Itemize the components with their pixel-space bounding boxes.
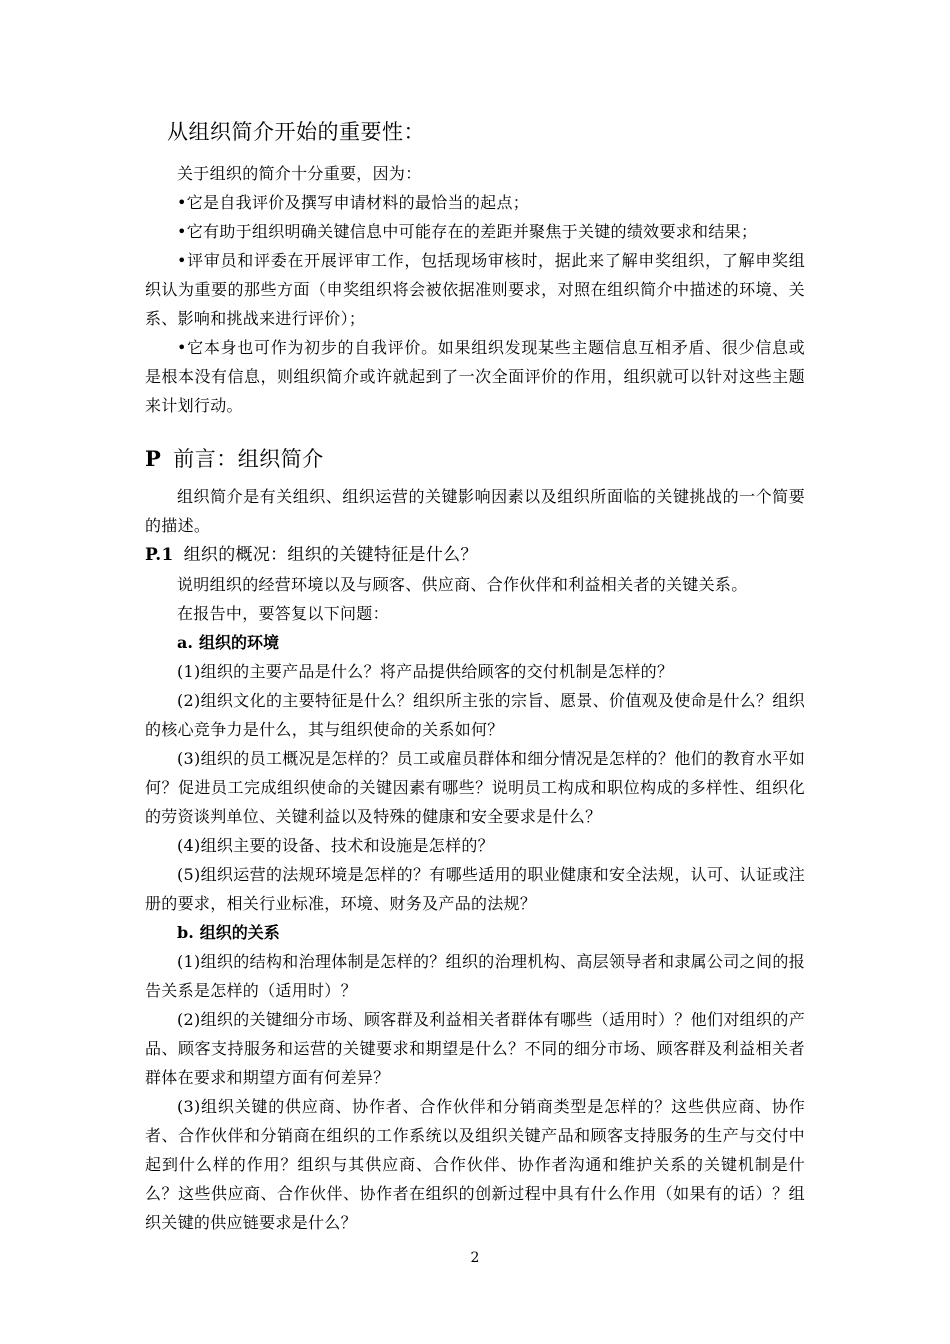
intro-bullet: •评审员和评委在开展评审工作，包括现场审核时，据此来了解申奖组织，了解申奖组织认为重要的那些方面（申奖组织将会被依据准则要求，对照在组织简介中描述的环境、关系、影响和挑战来进行评价）； [145,251,805,328]
section-mark: P [145,446,162,471]
page-content [145,115,805,1237]
part-a-item: (4)组织主要的设备、技术和设施是怎样的？ [177,836,494,855]
page-number: 2 [470,1250,480,1266]
intro-paragraph: 关于组织的简介十分重要，因为： [177,164,422,183]
part-a-mark: a. [177,633,193,652]
part-b-item: (2)组织的关键细分市场、顾客群及利益相关者群体有哪些（适用时）？他们对组织的产品、顾客支持服务和运营的关键要求和期望是什么？不同的细分市场、顾客群及利益相关者群体在要求和期望方面有何差异？ [145,1010,805,1087]
part-a-item: (2)组织文化的主要特征是什么？组织所主张的宗旨、愿景、价值观及使命是什么？组织的核心竞争力是什么，其与组织使命的关系如何？ [145,691,805,739]
section-heading [145,442,805,476]
p1-mark: P.1 [145,545,174,565]
part-a-item: (1)组织的主要产品是什么？将产品提供给顾客的交付机制是怎样的？ [177,662,674,681]
p1-heading [145,540,805,570]
intro-bullet: •它本身也可作为初步的自我评价。如果组织发现某些主题信息互相矛盾、很少信息或是根本没有信息，则组织简介或许就起到了一次全面评价的作用，组织就可以针对这些主题来计划行动。 [145,338,805,415]
section-description: 组织简介是有关组织、组织运营的关键影响因素以及组织所面临的关键挑战的一个简要的描述。 [145,487,805,535]
intro-bullet: •它是自我评价及撰写申请材料的最恰当的起点； [177,193,530,212]
part-b-item: (1)组织的结构和治理体制是怎样的？组织的治理机构、高层领导者和隶属公司之间的报告关系是怎样的（适用时）？ [145,952,805,1000]
part-a-item: (5)组织运营的法规环境是怎样的？有哪些适用的职业健康和安全法规，认可、认证或注册的要求，相关行业标准，环境、财务及产品的法规？ [145,865,805,913]
part-b-item: (3)组织关键的供应商、协作者、合作伙伴和分销商类型是怎样的？这些供应商、协作者、合作伙伴和分销商在组织的工作系统以及组织关键产品和顾客支持服务的生产与交付中起到什么样的作用？组织与其供应商、合作伙伴、协作者沟通和维护关系的关键机制是什么？这些供应商、合作伙伴、协作者在组织的创新过程中具有什么作用（如果有的话）？组织关键的供应链要求是什么？ [145,1097,805,1232]
part-b-title: 组织的关系 [199,923,280,942]
p1-title: 组织的概况：组织的关键特征是什么？ [183,545,478,565]
intro-heading: 从组织简介开始的重要性： [167,120,425,144]
section-title: 前言：组织简介 [173,447,324,471]
part-a-item: (3)组织的员工概况是怎样的？员工或雇员群体和细分情况是怎样的？他们的教育水平如何？促进员工完成组织使命的关键因素有哪些？说明员工构成和职位构成的多样性、组织化的劳资谈判单位、关键利益以及特殊的健康和安全要求是什么？ [145,749,805,826]
intro-bullet: •它有助于组织明确关键信息中可能存在的差距并聚焦于关键的绩效要求和结果； [177,222,758,241]
part-b-mark: b. [177,923,194,942]
p1-line: 在报告中，要答复以下问题： [177,604,389,623]
part-a-title: 组织的环境 [198,633,279,652]
part-a-heading [145,628,805,657]
p1-line: 说明组织的经营环境以及与顾客、供应商、合作伙伴和利益相关者的关键关系。 [177,575,748,594]
part-b-heading [145,918,805,947]
